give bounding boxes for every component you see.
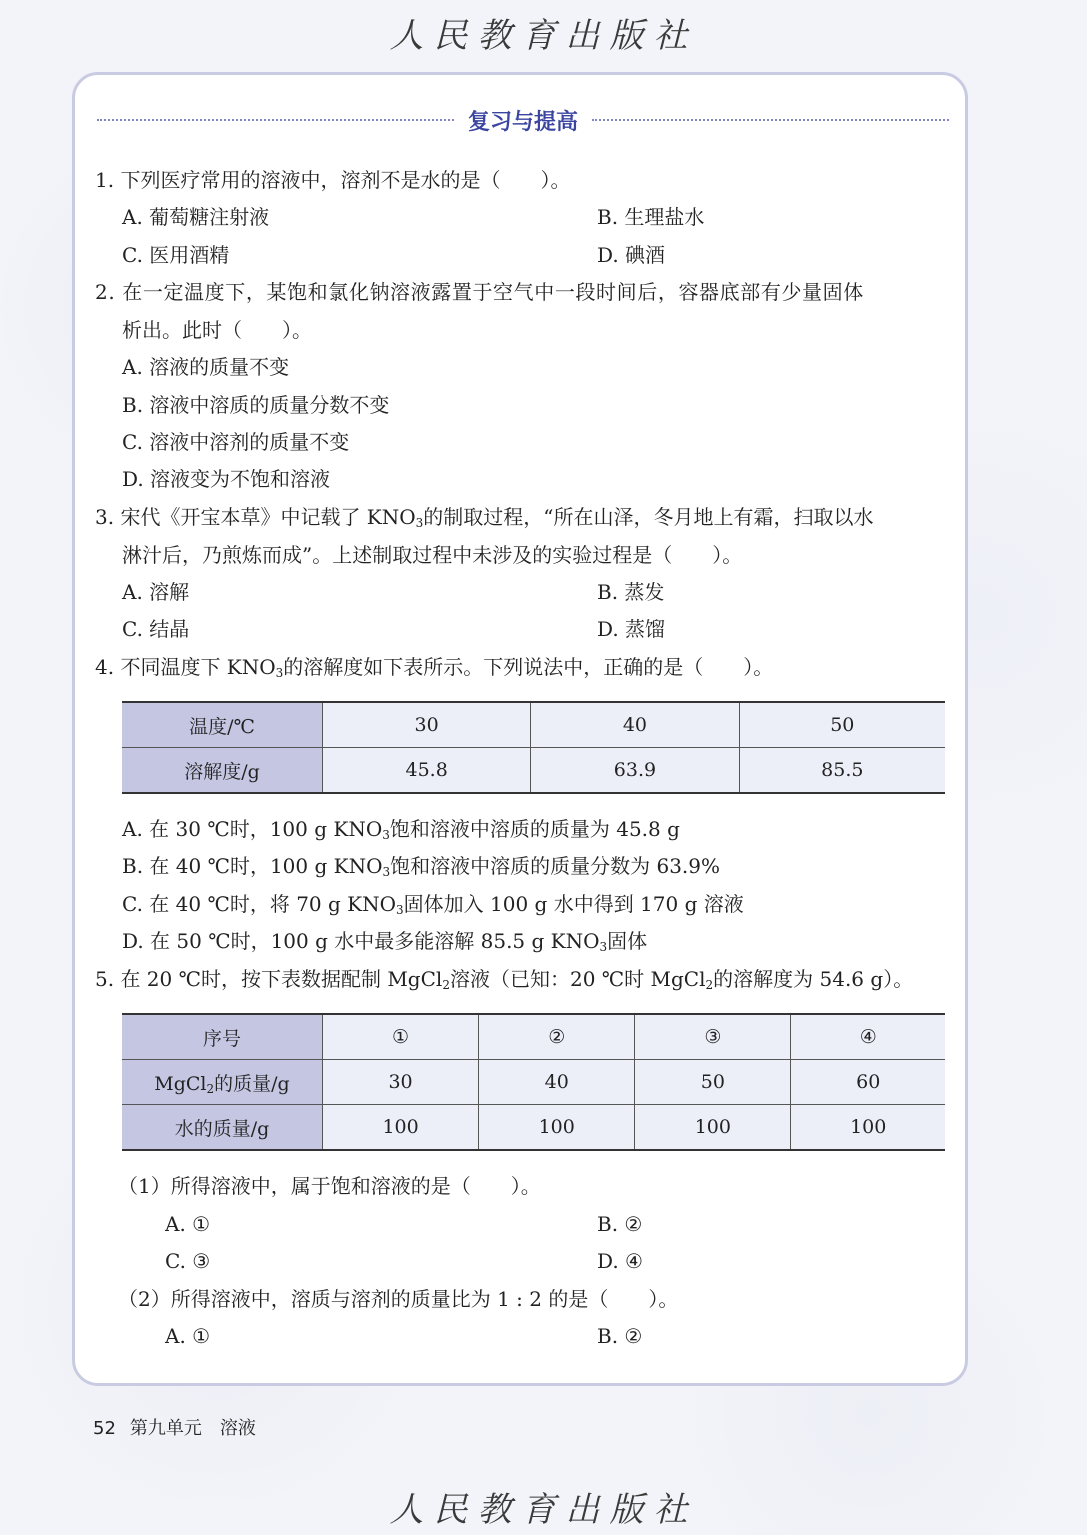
table-cell: 100 [635, 1105, 791, 1151]
q3-option-c: C. 结晶 [122, 617, 190, 641]
q4-option-d: D. 在 50 ℃时，100 g 水中最多能溶解 85.5 g $KNO_3$固体 [122, 929, 648, 954]
q1-stem: 1. 下列医疗常用的溶液中，溶剂不是水的是（ ）。 [95, 168, 571, 192]
q3-option-a: A. 溶解 [122, 580, 190, 604]
q2-option-a: A. 溶液的质量不变 [122, 355, 290, 379]
table-cell: ② [479, 1014, 635, 1060]
table-cell: ① [323, 1014, 479, 1060]
q5-sub1-option-c: C. ③ [165, 1249, 211, 1273]
q3-stem-line1: 3. 宋代《开宝本草》中记载了 $KNO_3$的制取过程，“所在山泽，冬月地上有霜，扫取以水 [95, 505, 874, 530]
publisher-logo-top: 人民教育出版社 [389, 16, 698, 56]
mgcl2-table [122, 1013, 945, 1151]
q4-option-a: A. 在 30 ℃时，100 g $KNO_3$饱和溶液中溶质的质量为 45.8 g [122, 817, 680, 842]
q1-option-c: C. 医用酒精 [122, 243, 230, 267]
table-cell: 100 [479, 1105, 635, 1151]
q5-sub1-option-a: A. ① [165, 1212, 211, 1236]
q5-sub1-option-d: D. ④ [597, 1249, 643, 1273]
table-cell: ④ [791, 1014, 945, 1060]
q2-stem-line1: 2. 在一定温度下，某饱和氯化钠溶液露置于空气中一段时间后，容器底部有少量固体 [95, 280, 864, 304]
table-row-header: 序号 [122, 1014, 323, 1060]
table-cell: 50 [739, 702, 945, 748]
table-cell: 50 [635, 1060, 791, 1105]
unit-title: 第九单元 溶液 [129, 1418, 256, 1439]
q3-stem-line2: 淋汁后，乃煎炼而成”。上述制取过程中未涉及的实验过程是（ ）。 [122, 543, 743, 567]
table-row [122, 748, 945, 794]
table-row-header: 溶解度/g [122, 748, 323, 794]
q3-option-d: D. 蒸馏 [597, 617, 666, 641]
table-cell: 40 [479, 1060, 635, 1105]
table-cell: 30 [323, 702, 531, 748]
table-cell: 40 [531, 702, 739, 748]
section-title: 复习与提高 [468, 109, 579, 135]
table-cell: 100 [323, 1105, 479, 1151]
q4-option-c: C. 在 40 ℃时，将 70 g $KNO_3$固体加入 100 g 水中得到 170 g 溶液 [122, 892, 744, 917]
table-row [122, 1105, 945, 1151]
q3-option-b: B. 蒸发 [597, 580, 665, 604]
table-row [122, 1014, 945, 1060]
page-number: 52 [93, 1418, 116, 1439]
q5-sub1-stem: （1）所得溶液中，属于饱和溶液的是（ ）。 [118, 1174, 541, 1198]
publisher-logo-bottom: 人民教育出版社 [389, 1490, 698, 1530]
dotted-rule-left [97, 119, 454, 121]
table-cell: 63.9 [531, 748, 739, 794]
dotted-rule-right [592, 119, 949, 121]
q5-stem: 5. 在 20 ℃时，按下表数据配制 MgCl$_2$溶液（已知：20 ℃时 MgCl$_2$的溶解度为 54.6 g）。 [95, 967, 914, 992]
q1-option-b: B. 生理盐水 [597, 205, 705, 229]
q5-sub2-option-b: B. ② [597, 1324, 643, 1348]
q1-option-a: A. 葡萄糖注射液 [122, 205, 270, 229]
table-cell: 100 [791, 1105, 945, 1151]
q5-sub1-option-b: B. ② [597, 1212, 643, 1236]
table-cell: ③ [635, 1014, 791, 1060]
table-row [122, 1060, 945, 1105]
table-cell: 45.8 [323, 748, 531, 794]
table-cell: 30 [323, 1060, 479, 1105]
q5-sub2-option-a: A. ① [165, 1324, 211, 1348]
solubility-table [122, 701, 945, 794]
table-row [122, 702, 945, 748]
table-row-header: 水的质量/g [122, 1105, 323, 1151]
table-cell: 85.5 [739, 748, 945, 794]
q1-option-d: D. 碘酒 [597, 243, 666, 267]
q4-option-b: B. 在 40 ℃时，100 g $KNO_3$饱和溶液中溶质的质量分数为 63.9% [122, 854, 721, 879]
q2-option-c: C. 溶液中溶剂的质量不变 [122, 430, 350, 454]
q4-stem: 4. 不同温度下 $KNO_3$的溶解度如下表所示。下列说法中，正确的是（ ）。 [95, 655, 774, 680]
q5-sub2-stem: （2）所得溶液中，溶质与溶剂的质量比为 1 : 2 的是（ ）。 [118, 1287, 679, 1311]
q2-option-b: B. 溶液中溶质的质量分数不变 [122, 393, 390, 417]
q2-stem-line2: 析出。此时（ ）。 [122, 318, 312, 342]
section-heading [97, 103, 949, 137]
table-row-header: MgCl$_2$的质量/g [122, 1060, 323, 1105]
q2-option-d: D. 溶液变为不饱和溶液 [122, 467, 331, 491]
table-row-header: 温度/℃ [122, 702, 323, 748]
page-footer [93, 1414, 256, 1440]
table-cell: 60 [791, 1060, 945, 1105]
